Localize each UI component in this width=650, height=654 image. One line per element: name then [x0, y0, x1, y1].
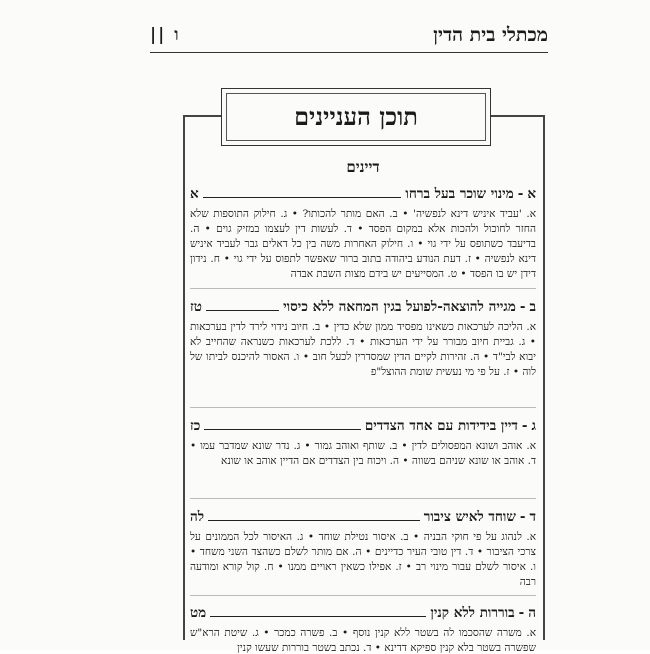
title-box — [221, 88, 491, 146]
leader-line — [204, 429, 360, 430]
entry-summary: א. 'עביד איניש דינא לנפשיה' • ב. האם מותר להכותו? • ג. חילוק התוספות שלא החזר לחוכול ולהכות אלא במקום הפסד • ד. לעשות דין לעצמו במזיק גוים • ה. בדיעבד כשתופס על ידי גוי • ו. חילוק האחרות משה בין כל דאלים גבר לעביד איניש דינא לנפשיה • ז. דעת הנודע ביהודה בתוב ברור שאפשר לתפוס על ידי גוי • ח. נידון דידן יש בו הפסד • ט. המסייעים יש בידם מצות השבת אבדה — [190, 208, 536, 280]
entry-page-ref: א — [190, 186, 199, 202]
page-title: תוכן העניינים — [294, 102, 418, 131]
leader-line — [210, 616, 426, 617]
frame-top-left-line — [183, 115, 221, 117]
entry-summary: א. אוהב ושונא המפסולים לדין • ב. שותף ואוהב גמור • ג. נדר שונא שמדבר עמו • ד. אוהב או שונא שניהם בשווה • ה. ויכוח בין הצדדים אם הדיין אוהב או שונא — [190, 440, 536, 467]
entry-dash: - — [519, 509, 526, 525]
entry-title: מינוי שוכר בעל ברחו — [405, 186, 514, 202]
entry-letter: ה — [528, 605, 536, 621]
entry-letter: ד — [529, 509, 536, 525]
frame-right-line — [543, 115, 545, 640]
entry-dash: - — [519, 299, 526, 315]
toc-entry — [190, 418, 536, 469]
entry-dash: - — [518, 605, 525, 621]
title-inner-frame — [226, 93, 486, 141]
toc-entry — [190, 605, 536, 654]
entry-title: דיין בידידות עם אחד הצדדים — [364, 418, 518, 434]
toc-entry — [190, 299, 536, 380]
entry-letter: א — [527, 186, 536, 202]
entry-heading — [190, 418, 536, 436]
entry-page-ref: טז — [190, 299, 202, 315]
entry-letter: ג — [531, 418, 536, 434]
entry-separator — [190, 498, 536, 499]
entry-page-ref: מט — [190, 605, 207, 621]
running-title: מכתלי בית הדין — [433, 24, 548, 46]
frame-top-right-line — [491, 115, 544, 117]
entry-title: מגייה להוצאה-לפועל בגין המחאה ללא כיסוי — [283, 299, 516, 315]
leader-line — [208, 520, 420, 521]
section-title: דיינים — [346, 158, 380, 176]
entry-page-ref: כז — [190, 418, 201, 434]
entry-separator — [190, 288, 536, 289]
leader-line — [206, 310, 279, 311]
entry-title: בוררות ללא קנין — [430, 605, 515, 621]
entry-heading — [190, 299, 536, 317]
entry-dash: - — [521, 418, 528, 434]
entry-heading — [190, 186, 536, 204]
toc-entry — [190, 509, 536, 590]
entry-separator — [190, 595, 536, 596]
entry-letter: ב — [529, 299, 536, 315]
entry-summary: א. הליכה לערכאות כשאינו מפסיד ממון שלא כדין • ב. חיוב נידוי לירד לדין בערכאות • ג. גביית חיוב מבורר על ידי הערכאות • ד. ללכת לערכאות כשנראה שהחייב לא יבוא לבי"ד • ה. זהירות לקיים הדין שמסדרין לכעל חוב • ו. האסור להיכנס לביתו של לוה • ז. על פי מי נעשית שומת ההוצל"פ — [190, 321, 536, 378]
entry-heading — [190, 605, 536, 623]
frame-left-line — [183, 115, 185, 640]
entry-title: שוחד לאיש ציבור — [423, 509, 516, 525]
entry-summary: א. לנהוג על פי חוקי הבניה • ב. איסור נטילת שוחד • ג. האיסור לכל הממונים על צרכי הציבור • ד. דין טובי העיר כדיינים • ה. אם מותר לשלם כשהצד השני משחד • ו. איסור לשלם עבור מינוי רב • ז. אפילו כשאין ראויים ממנו • ח. קול קורא ומודעה רבה — [190, 531, 536, 588]
entry-heading — [190, 509, 536, 527]
entry-separator — [190, 407, 536, 408]
leader-line — [203, 197, 402, 198]
running-header — [150, 22, 548, 53]
entry-dash: - — [517, 186, 524, 202]
page-number: ו || — [150, 25, 181, 45]
entry-page-ref: לה — [190, 509, 205, 525]
entry-summary: א. משרה שהסכמו לה בשטר ללא קנין נוסף • ב. פשרה כמכר • ג. שיטת הרא"ש שפשרה בשטר בלא קנין ספיקא דדינא • ד. נכתב בשטר בוררות שעשו קנין — [190, 627, 536, 654]
toc-entry — [190, 186, 536, 282]
contents-list — [190, 158, 536, 654]
